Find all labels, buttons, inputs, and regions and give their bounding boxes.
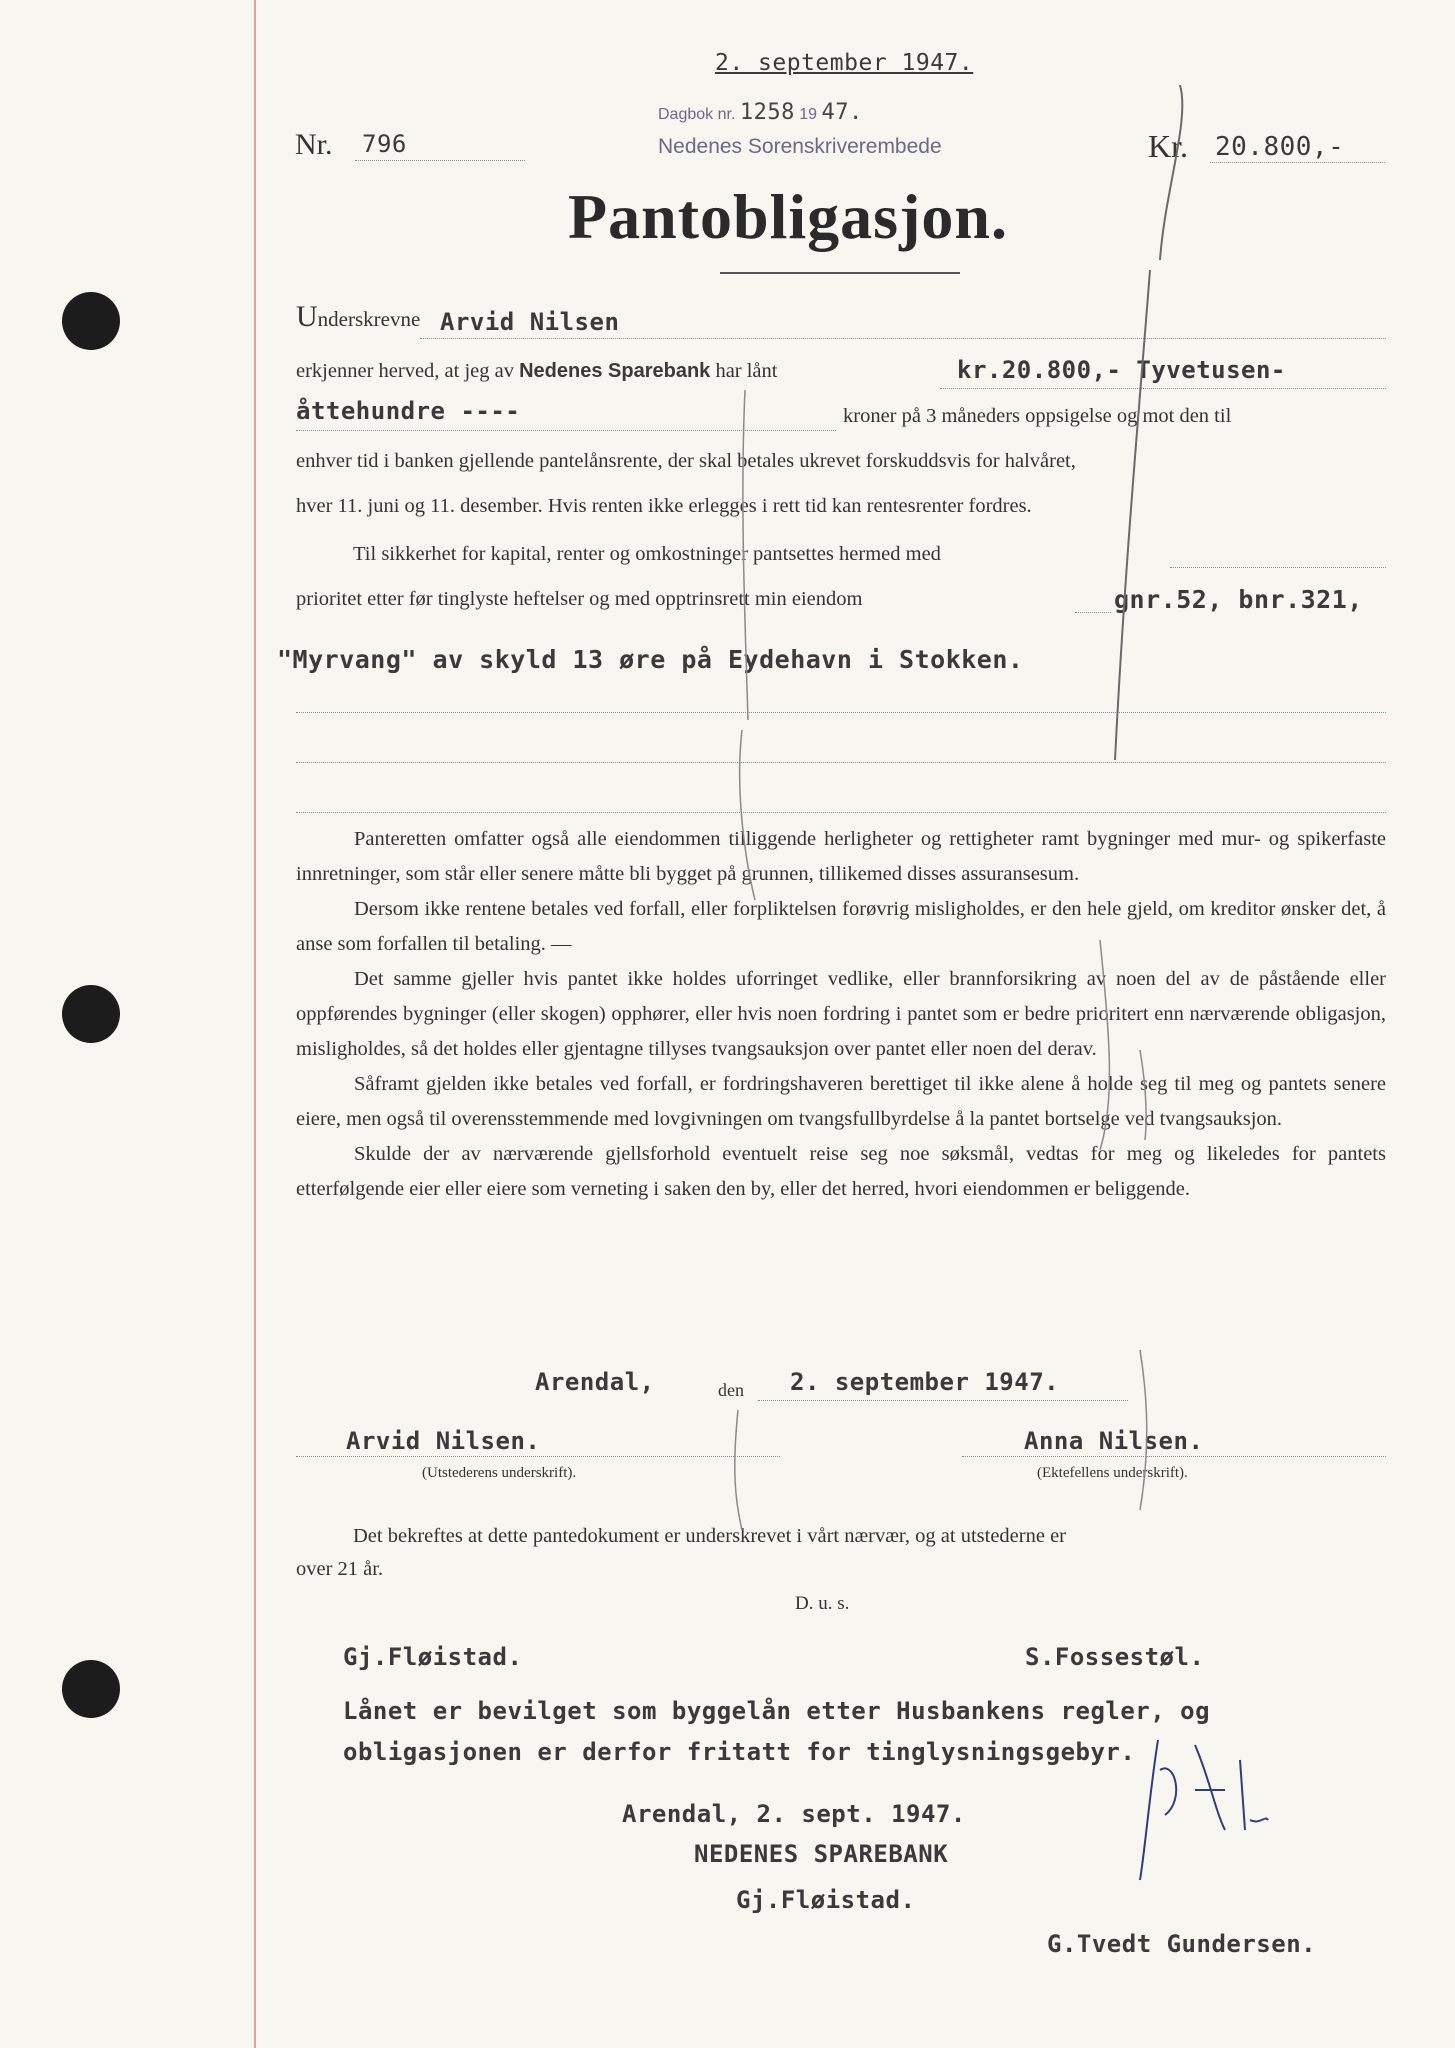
office-stamp: Nedenes Sorenskriverembede: [658, 135, 942, 158]
pencil-stroke: [743, 390, 748, 720]
loan-amount: kr.20.800,- Tyvetusen-: [957, 356, 1286, 384]
har-lant: har lånt: [715, 360, 778, 382]
note-line1: Lånet er bevilget som byggelån etter Husbankens regler, og: [343, 1697, 1211, 1725]
pencil-stroke: [1160, 85, 1182, 260]
spouse-caption: (Ektefellens underskrift).: [1037, 1465, 1188, 1481]
issuer-caption: (Utstederens underskrift).: [422, 1465, 577, 1481]
header-date: 2. september 1947.: [715, 50, 974, 76]
pencil-stroke: [1140, 1050, 1146, 1140]
dagbok-label: Dagbok nr.: [658, 106, 736, 123]
note-signer: Gj.Fløistad.: [736, 1886, 916, 1914]
witness2-signature: S.Fossestøl.: [1025, 1643, 1205, 1671]
pencil-stroke: [1140, 1350, 1147, 1510]
pencil-stroke: [740, 730, 755, 900]
note-place-date: Arendal, 2. sept. 1947.: [622, 1800, 966, 1828]
security-line1: Til sikkerhet for kapital, renter og omkostninger pantsettes hermed med: [353, 543, 941, 565]
nr-label: Nr.: [295, 128, 333, 161]
dagbok-year: 47.: [821, 100, 863, 125]
paragraph-pledge-scope: Panteretten omfatter også alle eiendommen tilliggende herligheter og rettigheter ramt bygninger med mur- og spikerfaste innretninger, som står eller senere måtte bli bygget på grunnen, tillikemed disses assuransesum.: [296, 828, 1386, 885]
loan-line2: kroner på 3 måneders oppsigelse og mot den til: [843, 405, 1232, 427]
dagbok-value: 1258: [739, 100, 795, 125]
pencil-stroke: [1100, 940, 1109, 1150]
signing-date: 2. september 1947.: [790, 1368, 1060, 1396]
witness-text1: Det bekreftes at dette pantedokument er underskrevet i vårt nærvær, og at utstederne er: [353, 1525, 1066, 1547]
witness-text2: over 21 år.: [296, 1558, 384, 1580]
witness-dus: D. u. s.: [795, 1593, 850, 1614]
pencil-stroke: [735, 1410, 742, 1530]
property-id: gnr.52, bnr.321,: [1114, 585, 1363, 614]
security-line2: prioritet etter før tinglyste heftelser og med opptrinsrett min eiendom: [296, 588, 863, 610]
undersigned-name: Arvid Nilsen: [440, 308, 620, 336]
footer-signer: G.Tvedt Gundersen.: [1047, 1930, 1317, 1958]
loan-intro: erkjenner herved, at jeg av: [296, 360, 514, 382]
pencil-stroke: [1115, 270, 1150, 760]
signing-den: den: [718, 1380, 744, 1400]
kr-value: 20.800,-: [1215, 132, 1345, 162]
loan-line4: hver 11. juni og 11. desember. Hvis renten ikke erlegges i rett tid kan rentesrenter fordres.: [296, 495, 1032, 517]
nr-value: 796: [362, 130, 407, 158]
property-description: "Myrvang" av skyld 13 øre på Eydehavn i Stokken.: [277, 645, 1024, 674]
spouse-signature: Anna Nilsen.: [1024, 1427, 1204, 1455]
dagbok-year-prefix: 19: [799, 106, 818, 123]
document-title: Pantobligasjon.: [568, 181, 1008, 252]
undersigned-label-text: nderskrevne: [317, 307, 421, 331]
undersigned-label: Underskrevne: [296, 300, 421, 333]
issuer-signature: Arvid Nilsen.: [346, 1427, 541, 1455]
handwritten-initials: [1140, 1740, 1268, 1880]
paragraph-venue: Skulde der av nærværende gjellsforhold eventuelt reise seg noe søksmål, vedtas for meg og likeledes for pantets etterfølgende eier eller eiere som verneting i saken den by, eller det herred, hvori eiendommen er beliggende.: [296, 1143, 1386, 1200]
note-bank: NEDENES SPAREBANK: [694, 1840, 949, 1868]
lender-bank: Nedenes Sparebank: [519, 360, 711, 382]
loan-amount-cont: åttehundre ----: [296, 397, 521, 425]
paragraph-enforcement: Såframt gjelden ikke betales ved forfall, er fordringshaveren berettiget til ikke alene å holde seg til meg og pantets senere eiere, men også til overensstemmende med lovgivningen om tvangsfullbyrdelse å la pantet bortselge ved tvangsauksjon.: [296, 1073, 1386, 1130]
note-line2: obligasjonen er derfor fritatt for tinglysningsgebyr.: [343, 1738, 1136, 1766]
witness1-signature: Gj.Fløistad.: [343, 1643, 523, 1671]
kr-label: Kr.: [1148, 128, 1188, 164]
signing-place: Arendal,: [535, 1368, 655, 1396]
loan-line3: enhver tid i banken gjellende pantelånsrente, der skal betales ukrevet forskuddsvis for halvåret,: [296, 450, 1076, 472]
paragraph-maintenance: Det samme gjeller hvis pantet ikke holdes uforringet vedlike, eller brannforsikring av noen del av de påstående eller oppførendes bygninger (eller skogen) opphører, eller hvis noen fordring i pantet som er bedre prioritert enn nærværende obligasjon, misligholdes, så det holdes eller gjentagne tillyses tvangsauksjon over pantet eller noen del derav.: [296, 968, 1386, 1060]
paragraph-default: Dersom ikke rentene betales ved forfall, eller forpliktelsen forøvrig misligholdes, er den hele gjeld, om kreditor ønsker det, å anse som forfallen til betaling. —: [296, 898, 1386, 955]
